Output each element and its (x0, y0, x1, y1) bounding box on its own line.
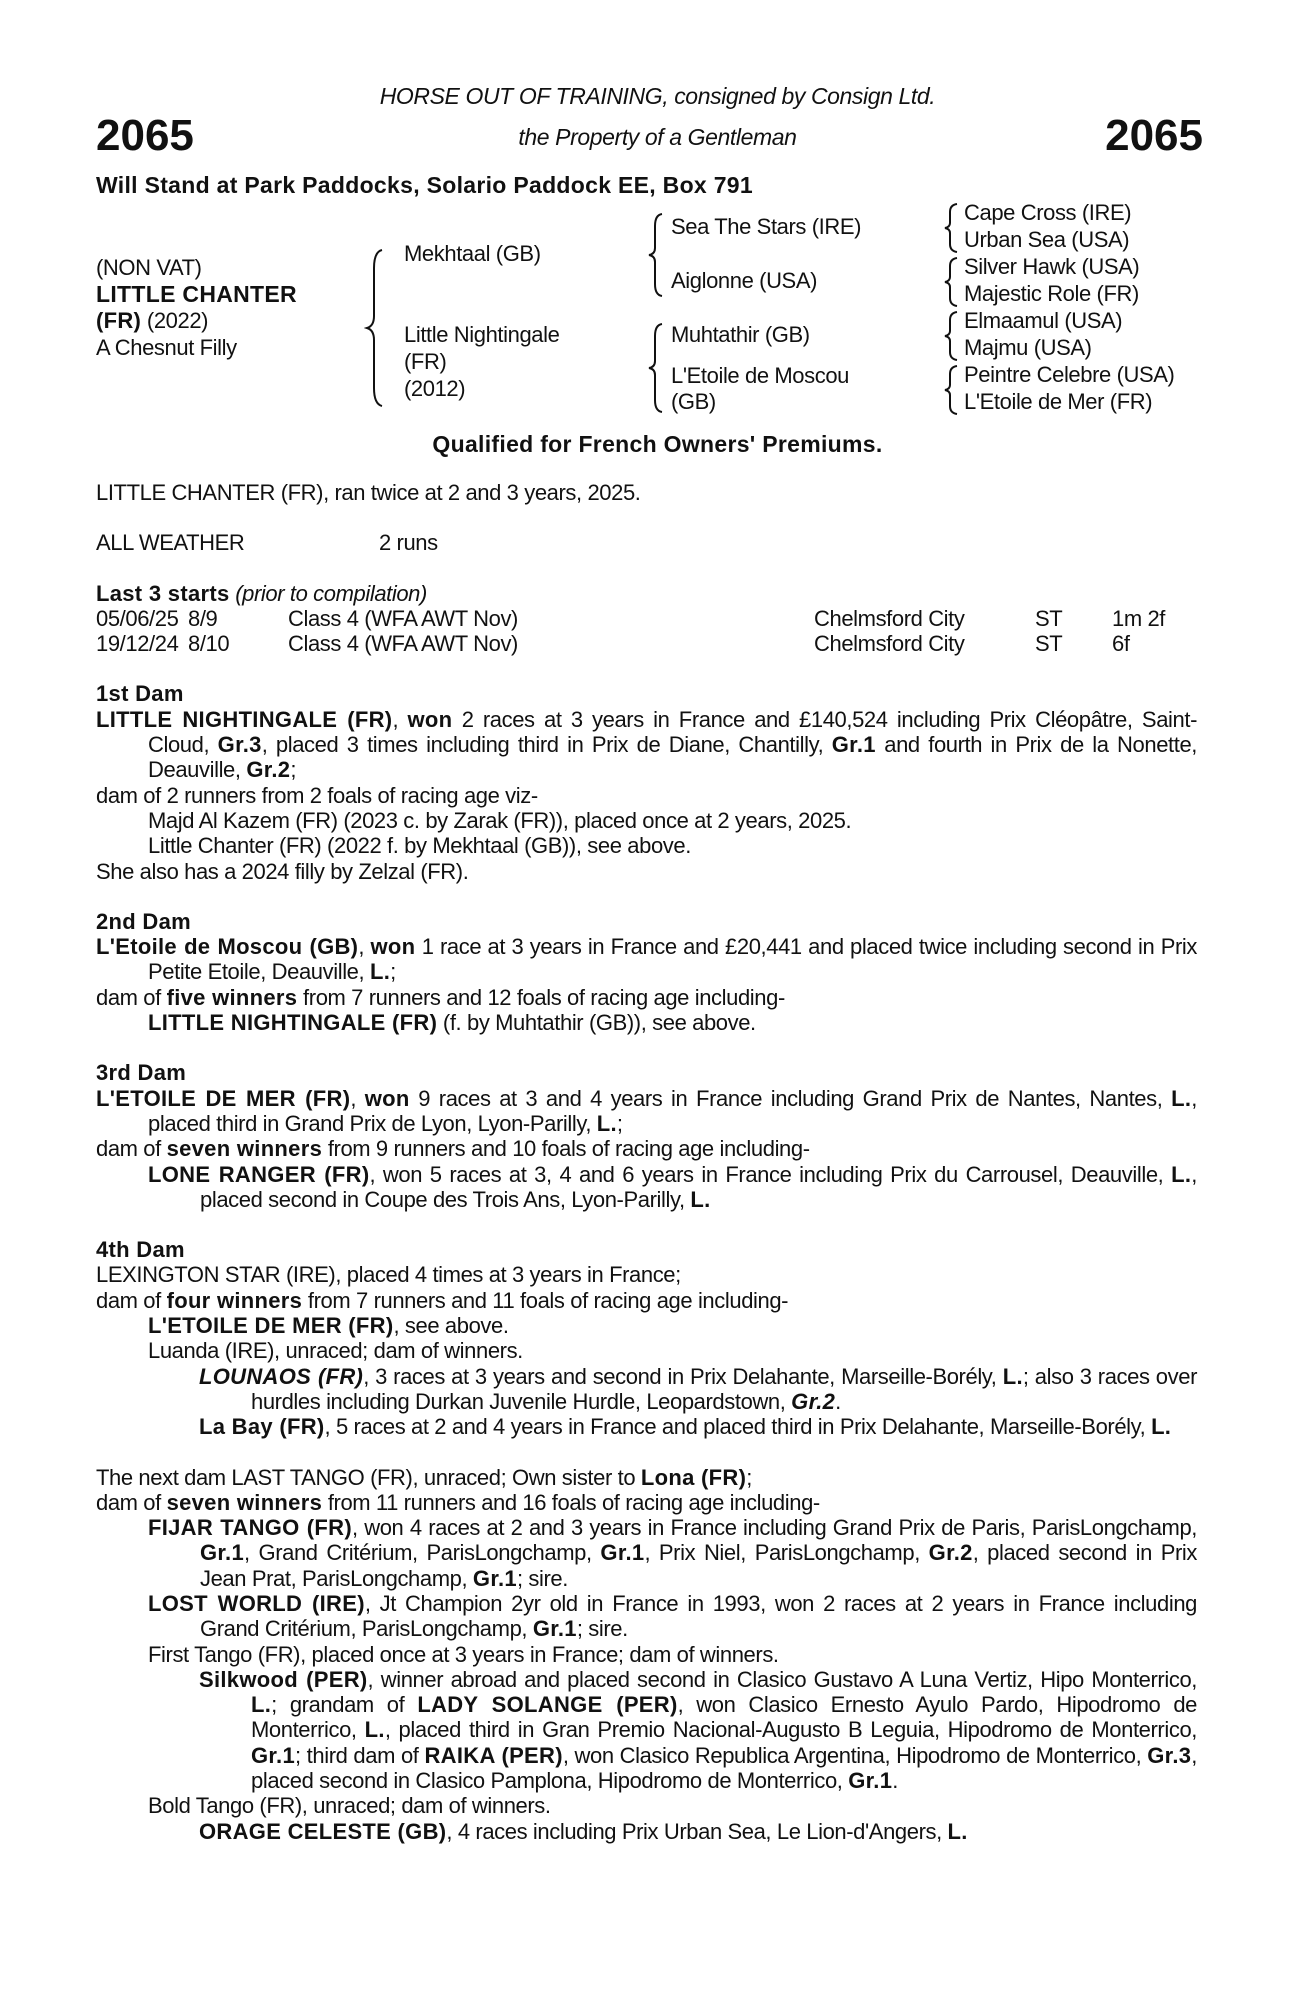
surface-record (96, 530, 1197, 555)
text: , 5 races at 2 and 4 years in France and placed third in Prix Delahante, Marseille-Borély, (324, 1414, 1152, 1440)
bold-text: L. (369, 959, 391, 985)
bold-text: L'Etoile de Moscou (GB) (96, 934, 359, 960)
bold-text: won (364, 1085, 410, 1111)
start-going: ST (1035, 605, 1063, 631)
brace-icon (646, 322, 666, 414)
text: dam of 2 runners from 2 foals of racing age viz- (96, 782, 538, 808)
bold-text: Gr.2 (246, 757, 291, 783)
text: Majd Al Kazem (FR) (2023 c. by Zarak (FR)), placed once at 2 years, 2025. (148, 807, 852, 833)
gen4-7: Peintre Celebre (USA) (964, 362, 1175, 387)
bold-text: RAIKA (PER) (424, 1742, 563, 1768)
bold-text: LITTLE NIGHTINGALE (FR) (148, 1010, 438, 1036)
pedigree-paragraph (96, 1086, 1197, 1137)
text: , won Clasico Republica Argentina, Hipodromo de Monterrico, (562, 1742, 1148, 1768)
start-date: 05/06/25 (96, 605, 179, 631)
text: dam of (96, 984, 167, 1010)
dam-heading: 3rd Dam (96, 1060, 187, 1086)
pedigree-paragraph (96, 1414, 1197, 1439)
sire: Mekhtaal (GB) (404, 241, 541, 266)
text: , won Clasico Ernesto Ayulo Pardo, Hipodromo de Monterrico, (251, 1692, 1197, 1743)
bold-text: LADY SOLANGE (PER) (417, 1692, 678, 1718)
bold-text: Gr.2 (791, 1388, 836, 1414)
gen4-4: Majestic Role (FR) (964, 281, 1139, 306)
text: dam of (96, 1287, 167, 1313)
text: , Prix Niel, ParisLongchamp, (644, 1540, 929, 1566)
pedigree-paragraph (96, 1010, 1197, 1035)
surface-runs: 2 runs (379, 530, 438, 556)
text: , placed second in Clasico Pamplona, Hipodromo de Monterrico, (251, 1742, 1197, 1794)
dam-line-2: (FR) (404, 349, 447, 374)
bold-text: seven winners (166, 1489, 323, 1515)
bold-text: seven winners (166, 1136, 323, 1162)
pedigree-paragraph (96, 1288, 1197, 1313)
bold-text: La Bay (FR) (199, 1414, 325, 1440)
lot-number-right: 2065 (1105, 111, 1203, 160)
pedigree-paragraph (96, 1338, 1197, 1363)
gen4-3: Silver Hawk (USA) (964, 254, 1140, 279)
bold-text: Gr.1 (848, 1768, 893, 1794)
pedigree-paragraph (96, 1667, 1197, 1793)
pedigree-paragraph (96, 1819, 1197, 1844)
text: , placed 3 times including third in Prix de Diane, Chantilly, (261, 732, 832, 758)
start-row (96, 606, 1197, 631)
dam-heading: 1st Dam (96, 681, 184, 707)
pedigree-paragraph (96, 783, 1197, 808)
bold-text: four winners (166, 1287, 303, 1313)
text: 1 race at 3 years in France and £20,441 and placed twice including second in Prix Petite Etoile, Deauville, (148, 934, 1197, 985)
start-dist: 1m 2f (1112, 605, 1166, 631)
text: ; (390, 959, 396, 985)
start-dist: 6f (1112, 631, 1130, 657)
text: , won 5 races at 3, 4 and 6 years in France including Prix du Carrousel, Deauville, (369, 1161, 1172, 1187)
brace-icon (646, 212, 666, 298)
pedigree-paragraph (96, 1490, 1197, 1515)
bold-text: L. (251, 1692, 272, 1718)
bold-text: L'ETOILE DE MER (FR) (148, 1313, 394, 1339)
text: and fourth in Prix de la Nonette, Deauville, (148, 732, 1198, 783)
bold-text: won (370, 934, 416, 960)
bold-text: LOUNAOS (FR) (199, 1363, 364, 1389)
pedigree-paragraph (96, 808, 1197, 833)
text: from 7 runners and 12 foals of racing age including- (297, 984, 785, 1010)
start-row (96, 631, 1197, 656)
text: ; also 3 races over hurdles including Durkan Juvenile Hurdle, Leopardstown, (251, 1363, 1197, 1414)
text: , placed third in Gran Premio Nacional-Augusto B Leguia, Hipodromo de Monterrico, (384, 1717, 1197, 1743)
text: ; grandam of (271, 1692, 418, 1718)
bold-text: Gr.1 (532, 1616, 577, 1642)
text: The next dam LAST TANGO (FR), unraced; Own sister to (96, 1464, 641, 1490)
text: Luanda (IRE), unraced; dam of winners. (148, 1338, 523, 1364)
gen4-2: Urban Sea (USA) (964, 227, 1130, 252)
bold-text: L. (1171, 1085, 1192, 1111)
text: ; third dam of (295, 1742, 425, 1768)
race-summary: LITTLE CHANTER (FR), ran twice at 2 and 3 years, 2025. (96, 480, 641, 505)
gen4-6: Majmu (USA) (964, 335, 1092, 360)
bold-text: won (407, 706, 453, 732)
text: dam of (96, 1489, 167, 1515)
pedigree-paragraph (96, 1313, 1197, 1338)
bold-text: Gr.1 (200, 1540, 245, 1566)
text: ; (290, 757, 297, 783)
brace-icon (942, 256, 960, 308)
pedigree-paragraph (96, 1515, 1197, 1591)
bold-text: Gr.3 (1147, 1742, 1192, 1768)
vat-status: (NON VAT) (96, 255, 202, 280)
sire-dam: Aiglonne (USA) (671, 268, 818, 293)
bold-text: Silkwood (PER) (199, 1666, 368, 1692)
bold-text: LITTLE NIGHTINGALE (FR) (96, 706, 393, 732)
text: , Grand Critérium, ParisLongchamp, (244, 1540, 601, 1566)
pedigree-paragraph (96, 833, 1197, 858)
brace-icon (942, 202, 960, 254)
pedigree-paragraph (96, 1793, 1197, 1818)
consignor-line: HORSE OUT OF TRAINING, consigned by Consign Ltd. (379, 83, 936, 109)
horse-name: LITTLE CHANTER (96, 281, 297, 307)
text: , see above. (393, 1313, 509, 1339)
bold-text: ORAGE CELESTE (GB) (199, 1818, 447, 1844)
text: , placed second in Prix Jean Prat, ParisLongchamp, (200, 1540, 1197, 1591)
text: (f. by Muhtathir (GB)), see above. (437, 1010, 756, 1036)
start-pos: 8/10 (188, 631, 230, 657)
text: Little Chanter (FR) (2022 f. by Mekhtaal (GB)), see above. (148, 833, 691, 859)
brace-icon (364, 248, 388, 408)
pedigree-paragraph (96, 985, 1197, 1010)
premiums-note: Qualified for French Owners' Premiums. (432, 431, 883, 457)
text: . (835, 1388, 841, 1414)
text: , placed second in Coupe des Trois Ans, Lyon-Parilly, (200, 1161, 1197, 1212)
gen4-8: L'Etoile de Mer (FR) (964, 389, 1153, 414)
bold-text: L. (690, 1186, 711, 1212)
start-pos: 8/9 (188, 605, 218, 631)
stabling-info: Will Stand at Park Paddocks, Solario Paddock EE, Box 791 (96, 172, 753, 198)
bold-text: Lona (FR) (640, 1464, 747, 1490)
start-race: Class 4 (WFA AWT Nov) (288, 605, 518, 631)
horse-origin-year (96, 308, 208, 334)
text: , (358, 934, 371, 960)
start-course: Chelmsford City (814, 631, 965, 657)
text: She also has a 2024 filly by Zelzal (FR). (96, 858, 469, 884)
start-course: Chelmsford City (814, 605, 965, 631)
horse-suffix: (FR) (96, 308, 142, 333)
text: 9 races at 3 and 4 years in France including Grand Prix de Nantes, Nantes, (409, 1085, 1172, 1111)
bold-text: LONE RANGER (FR) (148, 1161, 370, 1187)
bold-text: L. (1002, 1363, 1023, 1389)
text: , (392, 706, 408, 732)
text: ; sire. (576, 1616, 628, 1642)
dam-heading: 4th Dam (96, 1237, 185, 1263)
lot-number-left: 2065 (96, 111, 194, 160)
text: , placed third in Grand Prix de Lyon, Lyon-Parilly, (148, 1085, 1197, 1136)
bold-text: L. (596, 1110, 617, 1136)
horse-year: (2022) (146, 308, 209, 333)
bold-text: Gr.1 (472, 1565, 517, 1591)
text: LEXINGTON STAR (IRE), placed 4 times at 3 years in France; (96, 1262, 681, 1288)
start-date: 19/12/24 (96, 631, 179, 657)
text: , (350, 1085, 365, 1111)
start-race: Class 4 (WFA AWT Nov) (288, 631, 518, 657)
pedigree-paragraph (96, 1642, 1197, 1667)
pedigree-paragraph (96, 1262, 1197, 1287)
brace-icon (942, 364, 960, 416)
bold-text: Gr.3 (217, 732, 262, 758)
bold-text: FIJAR TANGO (FR) (148, 1515, 352, 1541)
surface-label: ALL WEATHER (96, 530, 245, 556)
catalogue-body (96, 480, 1197, 1844)
text: First Tango (FR), placed once at 3 years in France; dam of winners. (148, 1641, 779, 1667)
brace-icon (942, 310, 960, 362)
text: from 11 runners and 16 foals of racing age including- (322, 1489, 820, 1515)
gen4-5: Elmaamul (USA) (964, 308, 1123, 333)
horse-description: A Chesnut Filly (96, 335, 237, 360)
bold-text: five winners (166, 984, 298, 1010)
text: from 7 runners and 11 foals of racing age including- (302, 1287, 789, 1313)
bold-text: Gr.1 (600, 1540, 645, 1566)
last-starts-note: (prior to compilation) (235, 580, 427, 606)
pedigree-paragraph (96, 859, 1197, 884)
pedigree-paragraph (96, 1162, 1197, 1213)
text: ; sire. (516, 1565, 568, 1591)
pedigree-paragraph (96, 1136, 1197, 1161)
dam-line-3: (2012) (404, 376, 466, 401)
pedigree-paragraph (96, 934, 1197, 985)
bold-text: LOST WORLD (IRE) (148, 1590, 365, 1616)
text: from 9 runners and 10 foals of racing age including- (322, 1136, 810, 1162)
pedigree-paragraph (96, 1591, 1197, 1642)
gen4-1: Cape Cross (IRE) (964, 200, 1132, 225)
dam-heading: 2nd Dam (96, 908, 192, 934)
bold-text: L. (364, 1717, 385, 1743)
last-starts-heading (96, 581, 1197, 606)
bold-text: Gr.1 (831, 732, 876, 758)
bold-text: L. (947, 1818, 968, 1844)
bold-text: Gr.1 (251, 1742, 296, 1768)
bold-text: L. (1171, 1161, 1192, 1187)
dam-dam-line-1: L'Etoile de Moscou (671, 363, 849, 388)
pedigree-paragraph (96, 1364, 1197, 1415)
vendor-line: the Property of a Gentleman (518, 124, 797, 150)
bold-text: L'ETOILE DE MER (FR) (96, 1085, 351, 1111)
text: dam of (96, 1136, 167, 1162)
dam-line-1: Little Nightingale (404, 322, 560, 347)
dam-dam-line-2: (GB) (671, 389, 716, 414)
text: ; (616, 1110, 623, 1136)
text: , 4 races including Prix Urban Sea, Le Lion-d'Angers, (446, 1818, 948, 1844)
sire-sire: Sea The Stars (IRE) (671, 214, 862, 239)
dam-sire: Muhtathir (GB) (671, 322, 810, 347)
bold-text: Gr.2 (928, 1540, 973, 1566)
bold-text: L. (1151, 1414, 1172, 1440)
last-starts-title: Last 3 starts (96, 580, 230, 606)
text: . (892, 1768, 898, 1794)
text: , Jt Champion 2yr old in France in 1993, won 2 races at 2 years in France including Grand Critérium, ParisLongchamp, (200, 1590, 1198, 1642)
text: Bold Tango (FR), unraced; dam of winners. (148, 1793, 551, 1819)
start-going: ST (1035, 631, 1063, 657)
pedigree-paragraph (96, 707, 1197, 783)
pedigree-paragraph (96, 1465, 1197, 1490)
text: , won 4 races at 2 and 3 years in France including Grand Prix de Paris, ParisLongchamp, (351, 1515, 1198, 1541)
text: , winner abroad and placed second in Clasico Gustavo A Luna Vertiz, Hipo Monterrico, (367, 1666, 1197, 1692)
text: 2 races at 3 years in France and £140,524 including Prix Cléopâtre, Saint-Cloud, (148, 706, 1197, 758)
text: ; (746, 1464, 752, 1490)
text: , 3 races at 3 years and second in Prix Delahante, Marseille-Borély, (363, 1363, 1003, 1389)
